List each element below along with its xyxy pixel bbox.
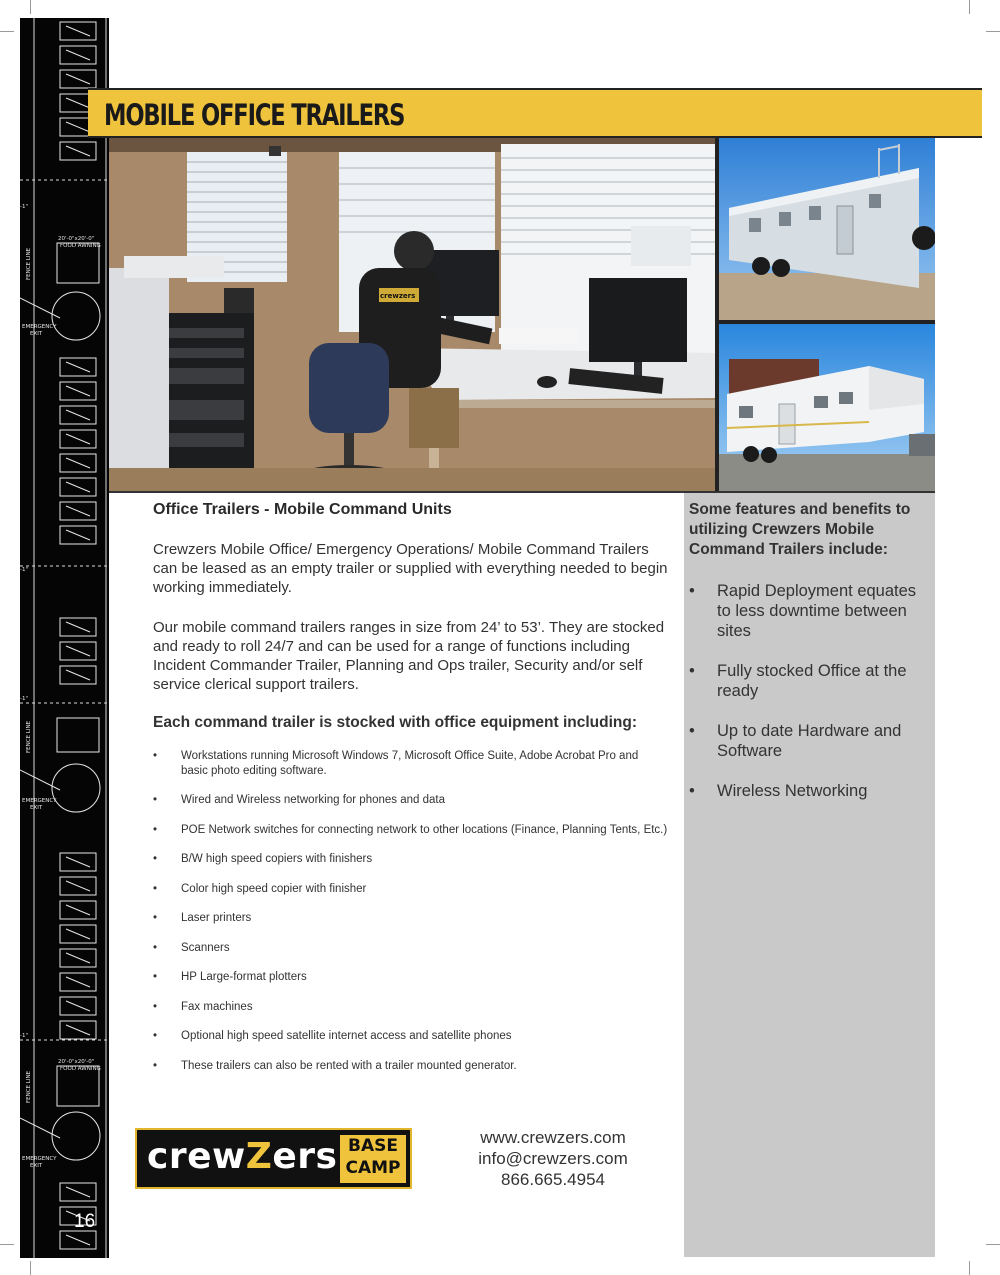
logo-base-camp-box — [340, 1135, 406, 1183]
list-item — [153, 941, 668, 956]
blueprint-unit-detail — [66, 857, 90, 867]
list-item — [153, 1000, 668, 1015]
main-content — [153, 498, 668, 1088]
page-number: 16 — [74, 1211, 96, 1232]
blueprint-mark-label: -1" — [20, 696, 29, 702]
list-item — [153, 793, 668, 808]
photo-collage — [109, 138, 935, 493]
list-item-text: Fax machines — [181, 1000, 253, 1013]
blueprint-unit-detail — [66, 122, 90, 132]
phone-number[interactable]: 866.665.4954 — [501, 1170, 605, 1189]
feature-item — [689, 581, 925, 641]
list-item — [153, 882, 668, 897]
list-item — [153, 1029, 668, 1044]
blueprint-unit-detail — [66, 670, 90, 680]
list-item-text: POE Network switches for connecting network to other locations (Finance, Planning Tents, Etc.) — [181, 823, 668, 836]
fifth-wheel-trailer-photo — [719, 324, 935, 491]
crop-mark — [30, 0, 31, 14]
page-title: MOBILE OFFICE TRAILERS — [104, 98, 405, 132]
bullet-icon: • — [153, 912, 158, 924]
blueprint-mark-label: -1" — [20, 204, 29, 210]
blueprint-unit-detail — [66, 622, 90, 632]
logo-wordmark-end: ers — [272, 1136, 338, 1177]
bullet-icon: • — [153, 1030, 158, 1042]
list-item — [153, 911, 668, 926]
equipment-heading: Each command trailer is stocked with office equipment including: — [153, 714, 638, 731]
bullet-icon: • — [153, 853, 158, 865]
equipment-list — [153, 749, 668, 1073]
bullet-icon: • — [153, 1059, 158, 1072]
blueprint-unit-detail — [66, 1025, 90, 1035]
blueprint-emergency-label: EMERGENCY — [22, 798, 57, 804]
blueprint-emergency-label: EMERGENCY — [22, 324, 57, 330]
blueprint-unit-detail — [66, 410, 90, 420]
blueprint-unit-detail — [66, 482, 90, 492]
blueprint-unit-detail — [66, 50, 90, 60]
blueprint-fence-label: FENCE LINE — [26, 247, 32, 280]
bullet-icon: • — [689, 782, 695, 800]
blueprint-mark-label: -1" — [20, 1033, 29, 1039]
title-band — [88, 88, 982, 138]
feature-item — [689, 661, 925, 701]
website-link[interactable]: www.crewzers.com — [480, 1128, 626, 1147]
blueprint-exit-label: EXIT — [30, 331, 43, 337]
blueprint-exit-label: EXIT — [30, 1163, 43, 1169]
bullet-icon: • — [153, 823, 158, 836]
sidebar-title: Some features and benefits to utilizing Crewzers Mobile Command Trailers include: — [689, 501, 911, 558]
blueprint-mark-label: -1" — [20, 567, 29, 573]
list-item-text: HP Large-format plotters — [181, 971, 307, 983]
list-item — [153, 749, 668, 778]
blueprint-drawing — [20, 18, 109, 1258]
list-item — [153, 852, 668, 867]
list-item-text: Scanners — [181, 941, 230, 954]
blueprint-food-awning-label: FOOD AWNING — [60, 243, 101, 249]
crop-mark — [30, 1261, 31, 1275]
list-item-text: Wired and Wireless networking for phones and data — [181, 794, 446, 806]
logo-wordmark-start: crew — [147, 1136, 246, 1177]
blueprint-emergency-label: EMERGENCY — [22, 1156, 57, 1162]
feature-item — [689, 781, 925, 801]
crop-mark — [969, 1261, 970, 1275]
logo-wordmark-z: Z — [245, 1136, 273, 1177]
features-list — [689, 581, 925, 801]
blueprint-strip — [20, 18, 109, 1258]
blueprint-unit-detail — [66, 929, 90, 939]
trailer-exterior-photo — [719, 138, 935, 320]
blueprint-unit-detail — [66, 530, 90, 540]
list-item-text: These trailers can also be rented with a trailer mounted generator. — [181, 1059, 517, 1072]
blueprint-unit-detail — [66, 146, 90, 156]
logo-camp-text: CAMP — [345, 1158, 401, 1178]
blueprint-food-awning-label: FOOD AWNING — [60, 1066, 101, 1072]
blueprint-fence-label: FENCE LINE — [26, 1070, 32, 1103]
blueprint-unit-detail — [66, 1235, 90, 1245]
feature-item-text: Up to date Hardware and Software — [717, 722, 902, 760]
blueprint-unit-detail — [66, 953, 90, 963]
list-item-text: Optional high speed satellite internet access and satellite phones — [181, 1030, 512, 1042]
bullet-icon: • — [689, 662, 695, 680]
blueprint-unit-detail — [66, 1187, 90, 1197]
bullet-icon: • — [153, 941, 158, 954]
blueprint-fence-label: FENCE LINE — [26, 720, 32, 753]
bullet-icon: • — [153, 1000, 158, 1013]
blueprint-exit-label: EXIT — [30, 805, 43, 811]
list-item-text: Color high speed copier with finisher — [181, 882, 367, 895]
feature-item-text: Wireless Networking — [717, 782, 868, 800]
bullet-icon: • — [689, 582, 695, 600]
features-sidebar — [684, 493, 935, 1257]
blueprint-unit-detail — [66, 26, 90, 36]
blueprint-unit-detail — [66, 506, 90, 516]
list-item-text: B/W high speed copiers with finishers — [181, 853, 373, 865]
shirt-logo-text: crewzers — [380, 292, 416, 300]
blueprint-unit-detail — [66, 98, 90, 108]
blueprint-unit-detail — [66, 1001, 90, 1011]
sizes-paragraph: Our mobile command trailers ranges in size from 24’ to 53’. They are stocked and ready to roll 24/7 and can be used for a range of functions including Incident Commander Trailer, Planning and Ops trailer, Security and/or self service clerical support trailers. — [153, 619, 665, 693]
blueprint-dim-label: 20'-0"x20'-0" — [58, 236, 95, 242]
list-item — [153, 823, 668, 838]
feature-item-text: Fully stocked Office at the ready — [717, 662, 907, 700]
crop-mark — [969, 0, 970, 14]
blueprint-unit-detail — [66, 977, 90, 987]
blueprint-dim-label: 20'-0"x20'-0" — [58, 1059, 95, 1065]
logo-base-text: BASE — [348, 1136, 398, 1156]
bullet-icon: • — [689, 722, 695, 740]
blueprint-unit-detail — [66, 905, 90, 915]
blueprint-unit-detail — [66, 434, 90, 444]
section-heading: Office Trailers - Mobile Command Units — [153, 501, 452, 518]
list-item — [153, 1059, 668, 1074]
logo-wordmark — [147, 1136, 338, 1177]
bullet-icon: • — [153, 971, 158, 983]
list-item-text: Laser printers — [181, 912, 252, 924]
crop-mark — [986, 31, 1000, 32]
crop-mark — [0, 1244, 14, 1245]
contact-info — [453, 1127, 653, 1190]
bullet-icon: • — [153, 794, 158, 806]
bullet-icon: • — [153, 750, 158, 762]
feature-item-text: Rapid Deployment equates to less downtime between sites — [717, 582, 917, 640]
blueprint-unit-detail — [66, 646, 90, 656]
list-item-text: Workstations running Microsoft Windows 7, Microsoft Office Suite, Adobe Acrobat Pro and basic photo editing software. — [181, 750, 639, 777]
blueprint-unit-detail — [66, 74, 90, 84]
list-item — [153, 970, 668, 985]
crewzers-base-camp-logo — [135, 1128, 412, 1189]
blueprint-unit-detail — [66, 881, 90, 891]
feature-item — [689, 721, 925, 761]
blueprint-unit-detail — [66, 458, 90, 468]
blueprint-unit-detail — [66, 362, 90, 372]
email-link[interactable]: info@crewzers.com — [478, 1149, 628, 1168]
bullet-icon: • — [153, 882, 158, 895]
office-interior-photo — [109, 138, 715, 491]
blueprint-unit-detail — [66, 386, 90, 396]
crop-mark — [0, 31, 14, 32]
intro-paragraph: Crewzers Mobile Office/ Emergency Operations/ Mobile Command Trailers can be leased as an empty trailer or supplied with everything needed to begin working immediately. — [153, 541, 668, 596]
crop-mark — [986, 1244, 1000, 1245]
